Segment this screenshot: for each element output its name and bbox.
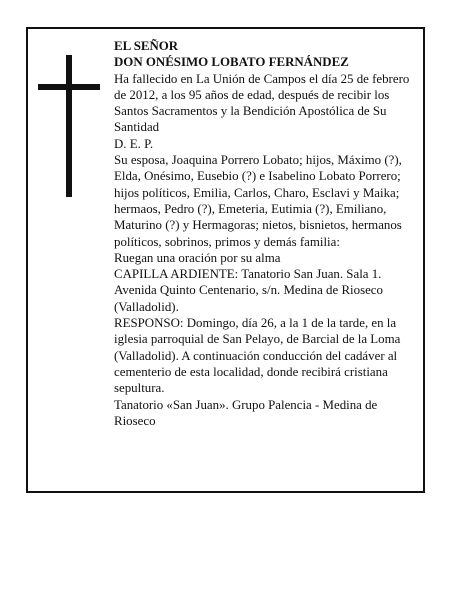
rest-in-peace: D. E. P. [114,136,154,151]
obituary-text [114,38,418,429]
prayer-request: Ruegan una oración por su alma [114,250,281,265]
death-announcement: Ha fallecido en La Unión de Campos el día 25 de febrero de 2012, a los 95 años de edad, después de recibir los Santos Sacramentos y la Bendición Apostólica de Su Santidad [114,71,410,135]
deceased-name: DON ONÉSIMO LOBATO FERNÁNDEZ [114,55,349,70]
chapel-info: CAPILLA ARDIENTE: Tanatorio San Juan. Sala 1. Avenida Quinto Centenario, s/n. Medina de Rioseco (Valladolid). [114,267,383,314]
funeral-home: Tanatorio «San Juan». Grupo Palencia - Medina de Rioseco [114,397,378,428]
cross-vertical-bar [66,55,72,197]
notice-title: EL SEÑOR [114,39,179,53]
family-list: Su esposa, Joaquina Porrero Lobato; hijos, Máximo (?), Elda, Onésimo, Eusebio (?) e Isabelino Lobato Porrero; hijos políticos, Emilia, Carlos, Charo, Esclavi y Maika; hermaos, Pedro (?), Emeteria, Eutimia (?), Emiliano, Maturino (?) y Hermagoras; nietos, bisnietos, hermanos políticos, sobrinos, primos y demás familia: [114,153,402,249]
responso-info: RESPONSO: Domingo, día 26, a la 1 de la tarde, en la iglesia parroquial de San Pelayo, de Barcial de la Loma (Valladolid). A continuación conducción del cadáver al cementerio de esta localidad, donde recibirá cristiana sepultura. [114,316,401,396]
cross-horizontal-bar [38,84,100,90]
